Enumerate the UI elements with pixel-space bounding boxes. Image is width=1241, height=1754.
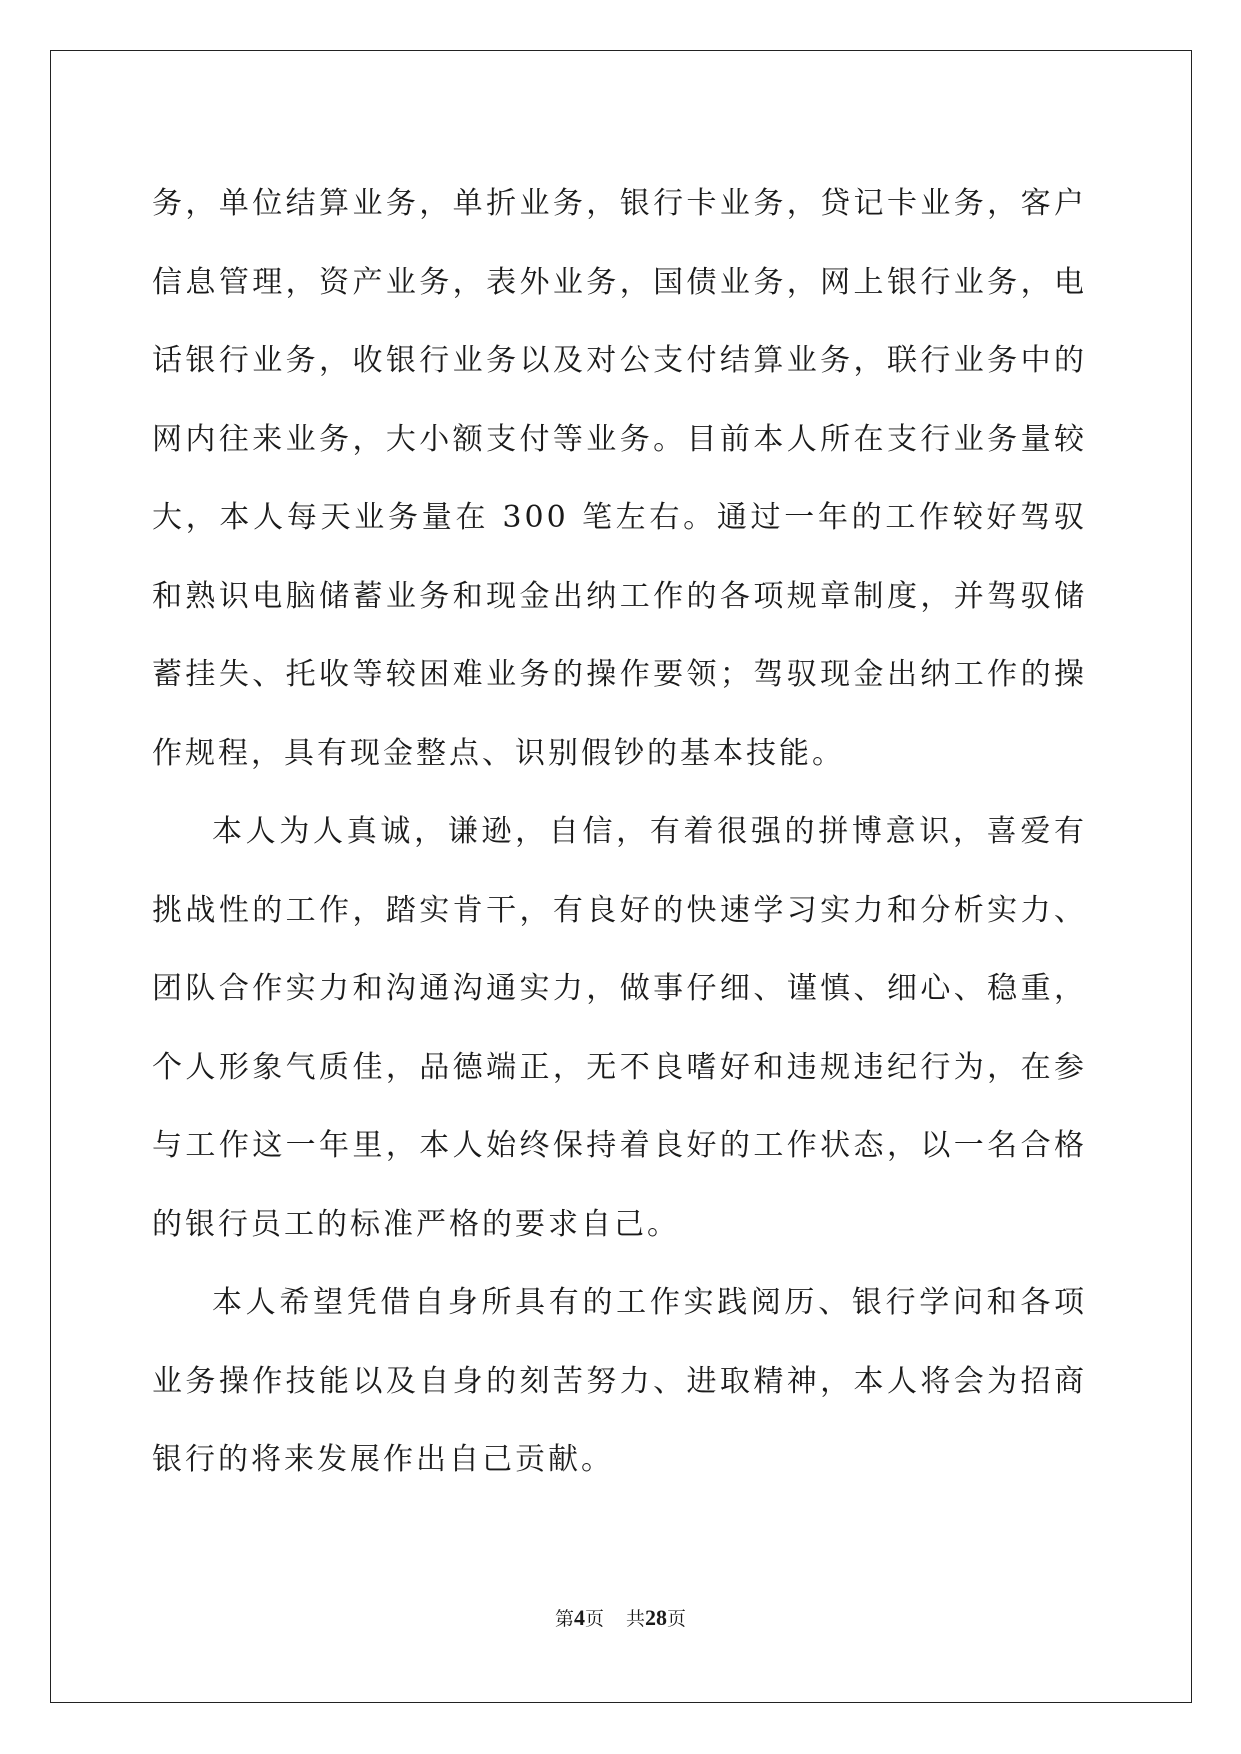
page-suffix: 页 (584, 1608, 604, 1630)
page-prefix: 第 (554, 1608, 574, 1630)
document-body (152, 165, 1087, 1500)
total-prefix: 共 (626, 1608, 646, 1630)
paragraph-2: 本人为人真诚，谦逊，自信，有着很强的拼博意识，喜爱有挑战性的工作，踏实肯干，有良好的快速学习实力和分析实力、团队合作实力和沟通沟通实力，做事仔细、谨慎、细心、稳重，个人形象气质佳，品德端正，无不良嗜好和违规违纪行为，在参与工作这一年里，本人始终保持着良好的工作状态，以一名合格的银行员工的标准严格的要求自己。 (152, 814, 1087, 1242)
total-pages: 28 (645, 1605, 668, 1630)
page-footer (0, 1604, 1241, 1631)
paragraph-1: 务，单位结算业务，单折业务，银行卡业务，贷记卡业务，客户信息管理，资产业务，表外业务，国债业务，网上银行业务，电话银行业务，收银行业务以及对公支付结算业务，联行业务中的网内往来业务，大小额支付等业务。目前本人所在支行业务量较大，本人每天业务量在 300 笔左右。通过一年的工作较好驾驭和熟识电脑储蓄业务和现金出纳工作的各项规章制度，并驾驭储蓄挂失、托收等较困难业务的操作要领；驾驭现金出纳工作的操作规程，具有现金整点、识别假钞的基本技能。 (152, 186, 1087, 771)
paragraph-3: 本人希望凭借自身所具有的工作实践阅历、银行学问和各项业务操作技能以及自身的刻苦努力、进取精神，本人将会为招商银行的将来发展作出自己贡献。 (152, 1285, 1087, 1477)
page-number: 4 (573, 1605, 585, 1630)
total-suffix: 页 (667, 1608, 687, 1630)
